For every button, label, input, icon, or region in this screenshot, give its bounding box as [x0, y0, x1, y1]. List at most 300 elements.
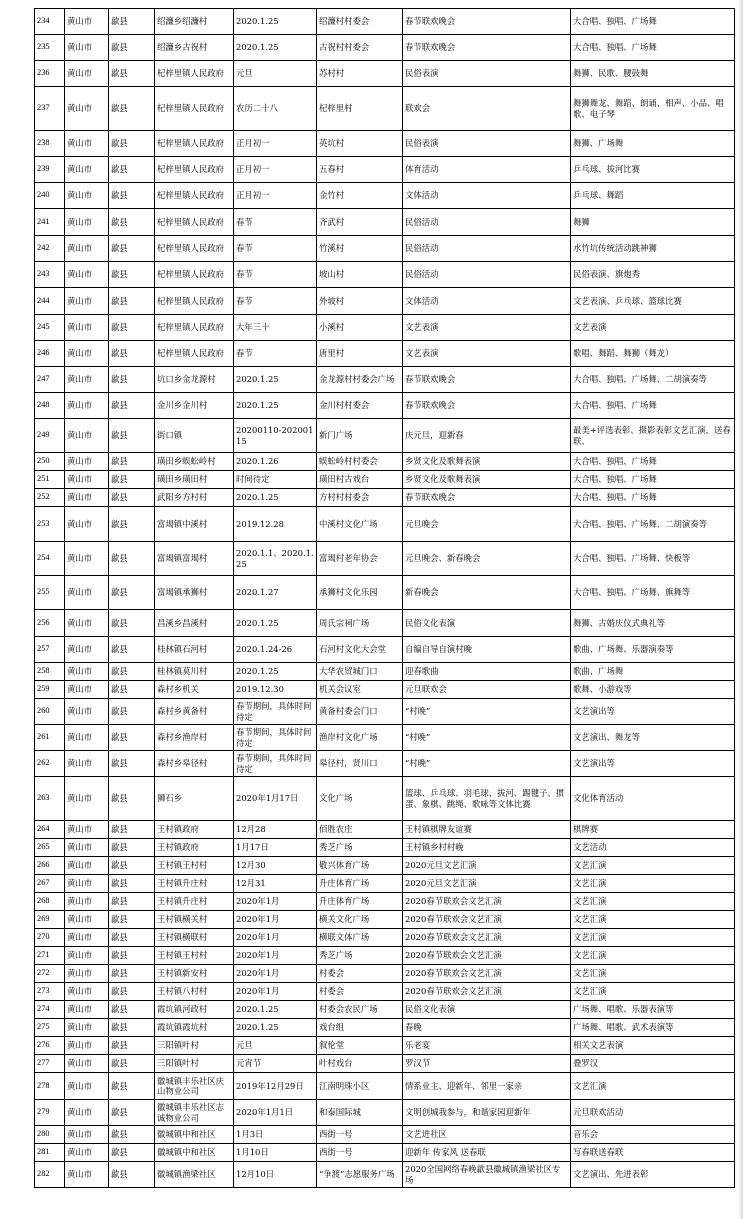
cell-place: 方村村村委会: [317, 489, 403, 507]
cell-theme: 民俗文化表演: [403, 610, 571, 637]
cell-no: 249: [35, 419, 65, 453]
table-row: [35, 315, 735, 341]
cell-org: 王村镇王村村: [155, 857, 234, 875]
cell-theme: 文艺表演: [403, 315, 571, 341]
cell-place: 英坑村: [317, 131, 403, 157]
cell-place: 唐里村: [317, 341, 403, 367]
cell-content: 广场舞、唱歌、武术表演等: [571, 1019, 735, 1037]
cell-theme: “村晚”: [403, 725, 571, 751]
cell-place: 村委会: [317, 965, 403, 983]
cell-county: 歙县: [109, 821, 155, 839]
cell-theme: 文艺进社区: [403, 1126, 571, 1144]
cell-org: 杞梓里镇人民政府: [155, 341, 234, 367]
table-row: [35, 821, 735, 839]
cell-time: 2020.1.1、2020.1.25: [234, 542, 317, 576]
cell-theme: 迎春歌曲: [403, 663, 571, 681]
table-row: [35, 419, 735, 453]
cell-place: 蜈蚣岭村村委会: [317, 453, 403, 471]
cell-content: 文艺表演、乒乓球、篮球比赛: [571, 288, 735, 315]
cell-place: 戏台组: [317, 1019, 403, 1037]
cell-place: 秀芝广场: [317, 839, 403, 857]
table-row: [35, 777, 735, 821]
cell-time: 2020.1.25: [234, 367, 317, 393]
cell-content: 文艺表演: [571, 315, 735, 341]
cell-org: 霞坑镇霞坑村: [155, 1019, 234, 1037]
cell-place: 绍濂村村委会: [317, 9, 403, 35]
cell-no: 239: [35, 157, 65, 183]
cell-content: 大合唱、独唱、广场舞: [571, 35, 735, 61]
cell-content: 文艺汇演: [571, 947, 735, 965]
cell-county: 歙县: [109, 965, 155, 983]
cell-place: 村委会农民广场: [317, 1001, 403, 1019]
cell-city: 黄山市: [65, 9, 109, 35]
cell-time: 2020.1.25: [234, 9, 317, 35]
cell-county: 歙县: [109, 576, 155, 610]
cell-content: 乒乓球、拔河比赛: [571, 157, 735, 183]
table-row: [35, 1144, 735, 1162]
cell-theme: “村晚”: [403, 699, 571, 725]
cell-place: “争渡”志愿服务广场: [317, 1162, 403, 1188]
table-row: [35, 681, 735, 699]
cell-place: 村委会: [317, 983, 403, 1001]
cell-content: 相关文艺表演: [571, 1037, 735, 1055]
cell-place: 金竹村: [317, 183, 403, 209]
cell-time: 2019.12.30: [234, 681, 317, 699]
cell-county: 歙县: [109, 453, 155, 471]
cell-place: 古祝村村委会: [317, 35, 403, 61]
table-row: [35, 663, 735, 681]
cell-time: 2020.1.25: [234, 35, 317, 61]
cell-place: 大华农贸城门口: [317, 663, 403, 681]
cell-time: 正月初一: [234, 131, 317, 157]
cell-city: 黄山市: [65, 681, 109, 699]
cell-place: 五春村: [317, 157, 403, 183]
cell-time: 2020.1.25: [234, 1019, 317, 1037]
cell-time: 2019年12月29日: [234, 1073, 317, 1100]
cell-org: 森村乡黄备村: [155, 699, 234, 725]
cell-theme: 春节联欢晚会: [403, 393, 571, 419]
cell-county: 歙县: [109, 87, 155, 131]
table-row: [35, 911, 735, 929]
cell-city: 黄山市: [65, 367, 109, 393]
cell-place: 横关文化广场: [317, 911, 403, 929]
cell-time: 时间待定: [234, 471, 317, 489]
cell-org: 杞梓里镇人民政府: [155, 315, 234, 341]
cell-no: 238: [35, 131, 65, 157]
cell-org: 三阳镇叶村: [155, 1055, 234, 1073]
cell-county: 歙县: [109, 751, 155, 777]
cell-no: 259: [35, 681, 65, 699]
cell-no: 260: [35, 699, 65, 725]
cell-city: 黄山市: [65, 1126, 109, 1144]
cell-content: 大合唱、独唱、广场舞: [571, 453, 735, 471]
cell-time: 2020年1月17日: [234, 777, 317, 821]
cell-county: 歙县: [109, 1037, 155, 1055]
table-row: [35, 262, 735, 288]
cell-place: 和泰国际城: [317, 1100, 403, 1126]
cell-place: 周氏宗祠广场: [317, 610, 403, 637]
table-row: [35, 983, 735, 1001]
cell-org: 绍濂乡古祝村: [155, 35, 234, 61]
cell-city: 黄山市: [65, 821, 109, 839]
table-row: [35, 1126, 735, 1144]
cell-theme: 春节联欢晚会: [403, 489, 571, 507]
cell-time: 12月28: [234, 821, 317, 839]
cell-no: 251: [35, 471, 65, 489]
cell-city: 黄山市: [65, 893, 109, 911]
cell-city: 黄山市: [65, 699, 109, 725]
cell-org: 杞梓里镇人民政府: [155, 262, 234, 288]
cell-time: 春节期间，具体时间待定: [234, 751, 317, 777]
cell-no: 277: [35, 1055, 65, 1073]
cell-county: 歙县: [109, 777, 155, 821]
cell-county: 歙县: [109, 1144, 155, 1162]
cell-place: 秀芝广场: [317, 947, 403, 965]
cell-theme: 民俗活动: [403, 209, 571, 236]
table-row: [35, 576, 735, 610]
cell-place: 横联文体广场: [317, 929, 403, 947]
cell-time: 2020.1.27: [234, 576, 317, 610]
cell-place: 外坡村: [317, 288, 403, 315]
cell-content: 广场舞、唱歌、乐器表演等: [571, 1001, 735, 1019]
cell-county: 歙县: [109, 857, 155, 875]
cell-no: 247: [35, 367, 65, 393]
cell-content: 最美+评选表彰、摄影表彰文艺汇演，送春联、: [571, 419, 735, 453]
cell-content: 大合唱、独唱、广场舞、旗舞等: [571, 576, 735, 610]
cell-theme: 民俗表演: [403, 61, 571, 87]
cell-county: 歙县: [109, 681, 155, 699]
cell-place: 皋径村，贤川口: [317, 751, 403, 777]
cell-org: 富堨镇富堨村: [155, 542, 234, 576]
table-row: [35, 893, 735, 911]
cell-time: 2020.1.24-26: [234, 637, 317, 663]
cell-content: 水竹坑传统活动跳神狮: [571, 236, 735, 262]
cell-theme: 自编自导自演村晚: [403, 637, 571, 663]
cell-time: 元旦: [234, 61, 317, 87]
cell-place: 杞梓里村: [317, 87, 403, 131]
cell-no: 236: [35, 61, 65, 87]
cell-time: 1月10日: [234, 1144, 317, 1162]
cell-city: 黄山市: [65, 725, 109, 751]
cell-content: 大合唱、独唱、广场舞、快板等: [571, 542, 735, 576]
cell-time: 春节: [234, 209, 317, 236]
table-row: [35, 209, 735, 236]
table-body: [35, 9, 735, 1188]
cell-city: 黄山市: [65, 1055, 109, 1073]
cell-content: 文艺演出等: [571, 699, 735, 725]
cell-county: 歙县: [109, 61, 155, 87]
cell-no: 262: [35, 751, 65, 777]
cell-theme: 篮球、乒乓球、羽毛球、拔河、踢毽子、掼蛋、象棋、跳绳、歌咏等文体比赛: [403, 777, 571, 821]
cell-county: 歙县: [109, 1019, 155, 1037]
cell-city: 黄山市: [65, 236, 109, 262]
cell-county: 歙县: [109, 419, 155, 453]
cell-org: 杞梓里镇人民政府: [155, 236, 234, 262]
cell-content: 文艺汇演: [571, 857, 735, 875]
cell-org: 王村镇升庄村: [155, 875, 234, 893]
cell-county: 歙县: [109, 315, 155, 341]
cell-city: 黄山市: [65, 965, 109, 983]
cell-org: 杞梓里镇人民政府: [155, 288, 234, 315]
cell-place: 机关会议室: [317, 681, 403, 699]
cell-org: 徽城镇中和社区: [155, 1144, 234, 1162]
cell-county: 歙县: [109, 367, 155, 393]
cell-city: 黄山市: [65, 1001, 109, 1019]
cell-content: 民俗表演、旗炮秀: [571, 262, 735, 288]
cell-time: 春节期间，具体时间待定: [234, 699, 317, 725]
cell-org: 杞梓里镇人民政府: [155, 131, 234, 157]
cell-org: 杞梓里镇人民政府: [155, 61, 234, 87]
cell-content: 乒乓球、舞蹈: [571, 183, 735, 209]
cell-theme: 民俗活动: [403, 262, 571, 288]
cell-theme: 元旦联欢会: [403, 681, 571, 699]
cell-time: 春节: [234, 288, 317, 315]
cell-place: 敬兴体育广场: [317, 857, 403, 875]
cell-county: 歙县: [109, 839, 155, 857]
cell-city: 黄山市: [65, 777, 109, 821]
table-row: [35, 1100, 735, 1126]
cell-content: 大合唱、独唱、广场舞、二胡演奏等: [571, 507, 735, 542]
cell-county: 歙县: [109, 131, 155, 157]
cell-theme: 元旦晚会: [403, 507, 571, 542]
cell-content: 文艺汇演: [571, 893, 735, 911]
cell-county: 歙县: [109, 947, 155, 965]
cell-org: 徽城镇丰乐社区庆山物业公司: [155, 1073, 234, 1100]
cell-time: 2020年1月: [234, 929, 317, 947]
cell-no: 240: [35, 183, 65, 209]
cell-county: 歙县: [109, 1162, 155, 1188]
cell-place: 文化广场: [317, 777, 403, 821]
cell-theme: 春节联欢晚会: [403, 35, 571, 61]
cell-county: 歙县: [109, 393, 155, 419]
cell-theme: 乡贤文化及歌舞表演: [403, 453, 571, 471]
events-table: [34, 8, 735, 1188]
table-row: [35, 965, 735, 983]
cell-org: 王村镇政府: [155, 821, 234, 839]
cell-no: 258: [35, 663, 65, 681]
cell-org: 王村镇新安村: [155, 965, 234, 983]
cell-theme: 文体活动: [403, 288, 571, 315]
table-row: [35, 1073, 735, 1100]
table-row: [35, 9, 735, 35]
cell-city: 黄山市: [65, 489, 109, 507]
cell-place: 西街一号: [317, 1126, 403, 1144]
cell-theme: 文体活动: [403, 183, 571, 209]
cell-org: 霞坑镇河政村: [155, 1001, 234, 1019]
cell-city: 黄山市: [65, 839, 109, 857]
cell-no: 252: [35, 489, 65, 507]
cell-content: 舞狮舞龙、舞蹈、朗诵、相声、小品、唱歌、电子琴: [571, 87, 735, 131]
cell-county: 歙县: [109, 183, 155, 209]
cell-place: 富堨村老年协会: [317, 542, 403, 576]
cell-theme: 春节联欢晚会: [403, 9, 571, 35]
cell-content: 大合唱、独唱、广场舞、二胡演奏等: [571, 367, 735, 393]
cell-no: 271: [35, 947, 65, 965]
table-row: [35, 1019, 735, 1037]
cell-city: 黄山市: [65, 1073, 109, 1100]
cell-no: 257: [35, 637, 65, 663]
cell-theme: 春晚: [403, 1019, 571, 1037]
cell-theme: 2020春节联欢会文艺汇演: [403, 893, 571, 911]
cell-no: 263: [35, 777, 65, 821]
cell-content: 文艺活动: [571, 839, 735, 857]
cell-county: 歙县: [109, 1126, 155, 1144]
cell-org: 王村镇八村村: [155, 983, 234, 1001]
cell-city: 黄山市: [65, 87, 109, 131]
table-row: [35, 35, 735, 61]
cell-time: 元旦: [234, 1037, 317, 1055]
cell-time: 农历二十八: [234, 87, 317, 131]
cell-place: 石河村文化大会堂: [317, 637, 403, 663]
cell-place: 佰胜农庄: [317, 821, 403, 839]
table-row: [35, 857, 735, 875]
cell-content: 文艺演出等: [571, 751, 735, 777]
cell-place: 中溪村文化广场: [317, 507, 403, 542]
cell-place: 西街一号: [317, 1144, 403, 1162]
cell-time: 2019.12.28: [234, 507, 317, 542]
cell-content: 文艺演出、先进表彰: [571, 1162, 735, 1188]
cell-theme: 乡贤文化及歌舞表演: [403, 471, 571, 489]
cell-city: 黄山市: [65, 315, 109, 341]
cell-time: 2020.1.25: [234, 1001, 317, 1019]
table-row: [35, 489, 735, 507]
cell-time: 1月3日: [234, 1126, 317, 1144]
cell-county: 歙县: [109, 471, 155, 489]
cell-city: 黄山市: [65, 751, 109, 777]
cell-time: 1月17日: [234, 839, 317, 857]
cell-org: 金川乡金川村: [155, 393, 234, 419]
cell-place: 竹溪村: [317, 236, 403, 262]
cell-content: 舞狮、古婚庆仪式典礼等: [571, 610, 735, 637]
cell-content: 棋牌赛: [571, 821, 735, 839]
cell-content: 叠罗汉: [571, 1055, 735, 1073]
cell-city: 黄山市: [65, 453, 109, 471]
cell-theme: 新春晚会: [403, 576, 571, 610]
table-row: [35, 61, 735, 87]
cell-org: 武阳乡方村村: [155, 489, 234, 507]
cell-city: 黄山市: [65, 1162, 109, 1188]
cell-content: 大合唱、独唱、广场舞: [571, 393, 735, 419]
cell-time: 2020.1.25: [234, 663, 317, 681]
cell-content: 大合唱、独唱、广场舞: [571, 471, 735, 489]
page-edge-shadow: [738, 0, 743, 1219]
table-row: [35, 751, 735, 777]
cell-content: 文化体育活动: [571, 777, 735, 821]
cell-theme: 王村镇棋牌友谊赛: [403, 821, 571, 839]
cell-theme: 2020全国网络春晚歙县徽城镇渔梁社区专场: [403, 1162, 571, 1188]
table-row: [35, 131, 735, 157]
cell-city: 黄山市: [65, 471, 109, 489]
cell-city: 黄山市: [65, 857, 109, 875]
cell-org: 王村镇升庄村: [155, 893, 234, 911]
cell-theme: 2020春节联欢会文艺汇演: [403, 983, 571, 1001]
cell-org: 狮石乡: [155, 777, 234, 821]
table-row: [35, 236, 735, 262]
table-row: [35, 341, 735, 367]
cell-theme: 文明创城我参与，和谐家园迎新年: [403, 1100, 571, 1126]
table-row: [35, 157, 735, 183]
cell-org: 桂林镇石河村: [155, 637, 234, 663]
cell-theme: 2020春节联欢会文艺汇演: [403, 929, 571, 947]
cell-place: 金川村村委会: [317, 393, 403, 419]
cell-time: 2020年1月: [234, 965, 317, 983]
cell-no: 269: [35, 911, 65, 929]
cell-theme: 联欢会: [403, 87, 571, 131]
cell-no: 266: [35, 857, 65, 875]
cell-county: 歙县: [109, 637, 155, 663]
table-row: [35, 1162, 735, 1188]
cell-no: 276: [35, 1037, 65, 1055]
cell-city: 黄山市: [65, 1144, 109, 1162]
cell-place: 升庄体育广场: [317, 875, 403, 893]
cell-county: 歙县: [109, 209, 155, 236]
cell-content: 歌曲、广场舞、乐器演奏等: [571, 637, 735, 663]
cell-place: 承狮村文化乐园: [317, 576, 403, 610]
cell-theme: 情系业主、迎新年、邻里一家亲: [403, 1073, 571, 1100]
cell-content: 元旦联欢活动: [571, 1100, 735, 1126]
cell-org: 徽城镇中和社区: [155, 1126, 234, 1144]
cell-county: 歙县: [109, 507, 155, 542]
cell-org: 坑口乡金龙源村: [155, 367, 234, 393]
cell-no: 274: [35, 1001, 65, 1019]
cell-org: 王村镇横关村: [155, 911, 234, 929]
cell-org: 森村乡皋径村: [155, 751, 234, 777]
cell-place: 金龙源村村委会广场: [317, 367, 403, 393]
cell-time: 12月30: [234, 857, 317, 875]
table-row: [35, 725, 735, 751]
cell-content: 舞狮、广场舞: [571, 131, 735, 157]
cell-theme: 2020春节联欢会文艺汇演: [403, 911, 571, 929]
cell-no: 250: [35, 453, 65, 471]
cell-time: 正月初一: [234, 183, 317, 209]
cell-theme: 体育活动: [403, 157, 571, 183]
cell-county: 歙县: [109, 929, 155, 947]
cell-county: 歙县: [109, 542, 155, 576]
cell-theme: 2020元旦文艺汇演: [403, 875, 571, 893]
cell-content: 文艺汇演: [571, 929, 735, 947]
cell-no: 278: [35, 1073, 65, 1100]
cell-no: 235: [35, 35, 65, 61]
cell-content: 舞狮: [571, 209, 735, 236]
cell-place: 璜田村古戏台: [317, 471, 403, 489]
cell-no: 244: [35, 288, 65, 315]
cell-theme: 元旦晚会、新春晚会: [403, 542, 571, 576]
cell-place: 新门广场: [317, 419, 403, 453]
table-row: [35, 610, 735, 637]
cell-content: 音乐会: [571, 1126, 735, 1144]
cell-city: 黄山市: [65, 542, 109, 576]
cell-content: 写春联送春联: [571, 1144, 735, 1162]
table-row: [35, 947, 735, 965]
cell-content: 文艺汇演: [571, 1073, 735, 1100]
table-row: [35, 1001, 735, 1019]
cell-theme: 乐老宴: [403, 1037, 571, 1055]
cell-city: 黄山市: [65, 419, 109, 453]
cell-county: 歙县: [109, 1100, 155, 1126]
cell-content: 歌舞、小游戏等: [571, 681, 735, 699]
table-row: [35, 875, 735, 893]
cell-content: 文艺汇演: [571, 983, 735, 1001]
cell-theme: 民俗文化表演: [403, 1001, 571, 1019]
cell-no: 275: [35, 1019, 65, 1037]
cell-no: 261: [35, 725, 65, 751]
cell-time: 12月31: [234, 875, 317, 893]
cell-no: 255: [35, 576, 65, 610]
cell-time: 20200110-20200115: [234, 419, 317, 453]
cell-org: 富堨镇承狮村: [155, 576, 234, 610]
cell-org: 徽城镇渔梁社区: [155, 1162, 234, 1188]
cell-org: 璜田乡蜈蚣岭村: [155, 453, 234, 471]
